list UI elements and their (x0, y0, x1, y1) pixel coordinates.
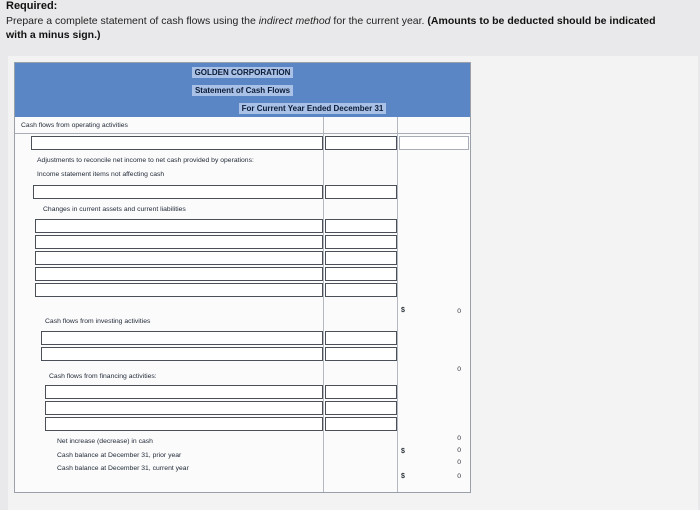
change-item-4-amount-input[interactable] (325, 267, 397, 281)
financing-total-value: 0 (457, 435, 461, 442)
change-item-1-label-input[interactable] (35, 219, 323, 233)
begin-balance-label: Cash balance at December 31, prior year (57, 452, 182, 459)
change-item-2-amount-input[interactable] (325, 235, 397, 249)
operating-total-value: 0 (457, 308, 461, 315)
statement-period: For Current Year Ended December 31 (85, 104, 540, 113)
begin-balance-value: 0 (457, 459, 461, 466)
net-change-value: 0 (457, 447, 461, 454)
end-balance-dollar-sign: $ (401, 473, 405, 480)
row-divider (15, 133, 470, 134)
instructions-mid: for the current year. (330, 15, 428, 27)
operating-dollar-sign: $ (401, 307, 405, 314)
column-divider (323, 117, 324, 492)
cash-flow-statement-table (14, 62, 471, 493)
begin-balance-dollar-sign: $ (401, 448, 405, 455)
net-change-label: Net increase (decrease) in cash (57, 438, 153, 445)
statement-header (15, 63, 470, 117)
net-income-total-cell (399, 136, 469, 150)
financing-item-1-label-input[interactable] (45, 385, 323, 399)
financing-item-2-label-input[interactable] (45, 401, 323, 415)
statement-title: Statement of Cash Flows (15, 86, 470, 95)
financing-item-2-amount-input[interactable] (325, 401, 397, 415)
financing-item-3-label-input[interactable] (45, 417, 323, 431)
investing-activities-label: Cash flows from investing activities (45, 318, 151, 325)
end-balance-value: 0 (457, 473, 461, 480)
net-income-amount-input[interactable] (325, 136, 397, 150)
change-item-3-label-input[interactable] (35, 251, 323, 265)
investing-item-2-label-input[interactable] (41, 347, 323, 361)
net-income-label-input[interactable] (31, 136, 323, 150)
instructions-note: (Amounts to be deducted should be indicated with a minus sign.) (6, 15, 656, 41)
company-name: GOLDEN CORPORATION (15, 68, 470, 77)
income-items-label: Income statement items not affecting cash (37, 171, 165, 178)
instructions-prefix: Prepare a complete statement of cash flows using the (6, 15, 259, 27)
change-item-5-label-input[interactable] (35, 283, 323, 297)
financing-activities-label: Cash flows from financing activities: (49, 373, 157, 380)
investing-item-1-label-input[interactable] (41, 331, 323, 345)
instructions-text (6, 14, 656, 42)
change-item-1-amount-input[interactable] (325, 219, 397, 233)
change-item-2-label-input[interactable] (35, 235, 323, 249)
instructions-method: indirect method (258, 15, 331, 27)
investing-item-2-amount-input[interactable] (325, 347, 397, 361)
investing-total-value: 0 (457, 366, 461, 373)
column-divider (397, 117, 398, 492)
change-item-4-label-input[interactable] (35, 267, 323, 281)
noncash-item-label-input[interactable] (33, 185, 323, 199)
change-item-3-amount-input[interactable] (325, 251, 397, 265)
end-balance-label: Cash balance at December 31, current year (57, 465, 189, 472)
adjustments-label: Adjustments to reconcile net income to net cash provided by operations: (37, 157, 254, 164)
financing-item-1-amount-input[interactable] (325, 385, 397, 399)
investing-item-1-amount-input[interactable] (325, 331, 397, 345)
changes-label: Changes in current assets and current liabilities (43, 206, 186, 213)
operating-activities-label: Cash flows from operating activities (21, 122, 128, 129)
noncash-item-amount-input[interactable] (325, 185, 397, 199)
change-item-5-amount-input[interactable] (325, 283, 397, 297)
required-heading: Required: (6, 0, 58, 12)
financing-item-3-amount-input[interactable] (325, 417, 397, 431)
